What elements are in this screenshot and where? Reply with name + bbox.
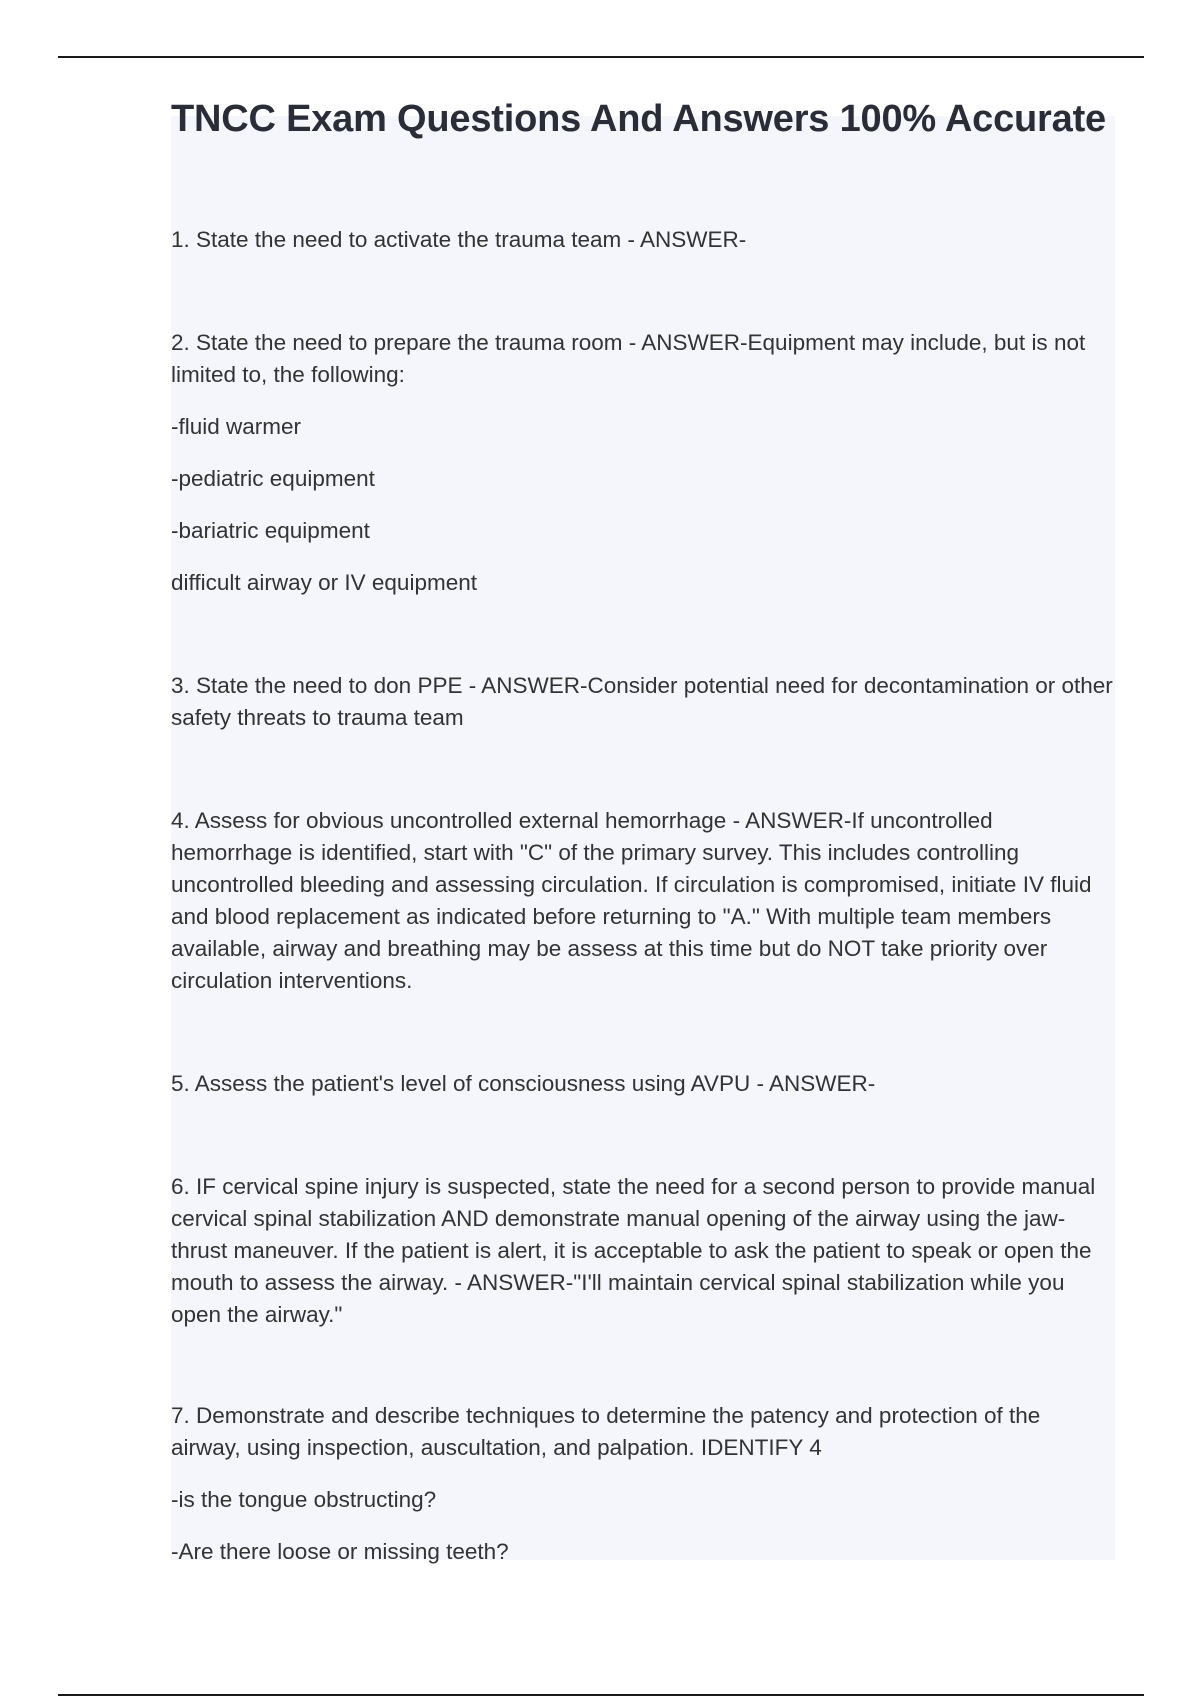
document-body bbox=[171, 224, 1115, 1568]
question-5: 5. Assess the patient's level of consciousness using AVPU - ANSWER- bbox=[171, 1071, 876, 1096]
top-rule bbox=[58, 56, 1144, 58]
page-title: TNCC Exam Questions And Answers 100% Accurate bbox=[171, 98, 1106, 140]
question-3: 3. State the need to don PPE - ANSWER-Consider potential need for decontamination or other safety threats to trauma team bbox=[171, 673, 1113, 730]
list-item: -is the tongue obstructing? bbox=[171, 1487, 437, 1512]
bottom-rule bbox=[58, 1694, 1144, 1696]
question-1: 1. State the need to activate the trauma team - ANSWER- bbox=[171, 227, 747, 252]
list-item: -fluid warmer bbox=[171, 414, 302, 439]
question-6: 6. IF cervical spine injury is suspected, state the need for a second person to provide manual cervical spinal stabilization AND demonstrate manual opening of the airway using the jaw-thrust maneuver. If the patient is alert, it is acceptable to ask the patient to speak or open the mouth to assess the airway. - ANSWER-"I'll maintain cervical spinal stabilization while you open the airway." bbox=[171, 1174, 1096, 1327]
list-item: -bariatric equipment bbox=[171, 518, 370, 543]
list-item: -pediatric equipment bbox=[171, 466, 375, 491]
question-2: 2. State the need to prepare the trauma room - ANSWER-Equipment may include, but is not limited to, the following: bbox=[171, 330, 1086, 387]
question-4: 4. Assess for obvious uncontrolled external hemorrhage - ANSWER-If uncontrolled hemorrhage is identified, start with "C" of the primary survey. This includes controlling uncontrolled bleeding and assessing circulation. If circulation is compromised, initiate IV fluid and blood replacement as indicated before returning to "A." With multiple team members available, airway and breathing may be assess at this time but do NOT take priority over circulation interventions. bbox=[171, 808, 1092, 993]
list-item: -Are there loose or missing teeth? bbox=[171, 1539, 509, 1564]
question-7: 7. Demonstrate and describe techniques to determine the patency and protection of the airway, using inspection, auscultation, and palpation. IDENTIFY 4 bbox=[171, 1403, 1041, 1460]
list-item: difficult airway or IV equipment bbox=[171, 570, 477, 595]
